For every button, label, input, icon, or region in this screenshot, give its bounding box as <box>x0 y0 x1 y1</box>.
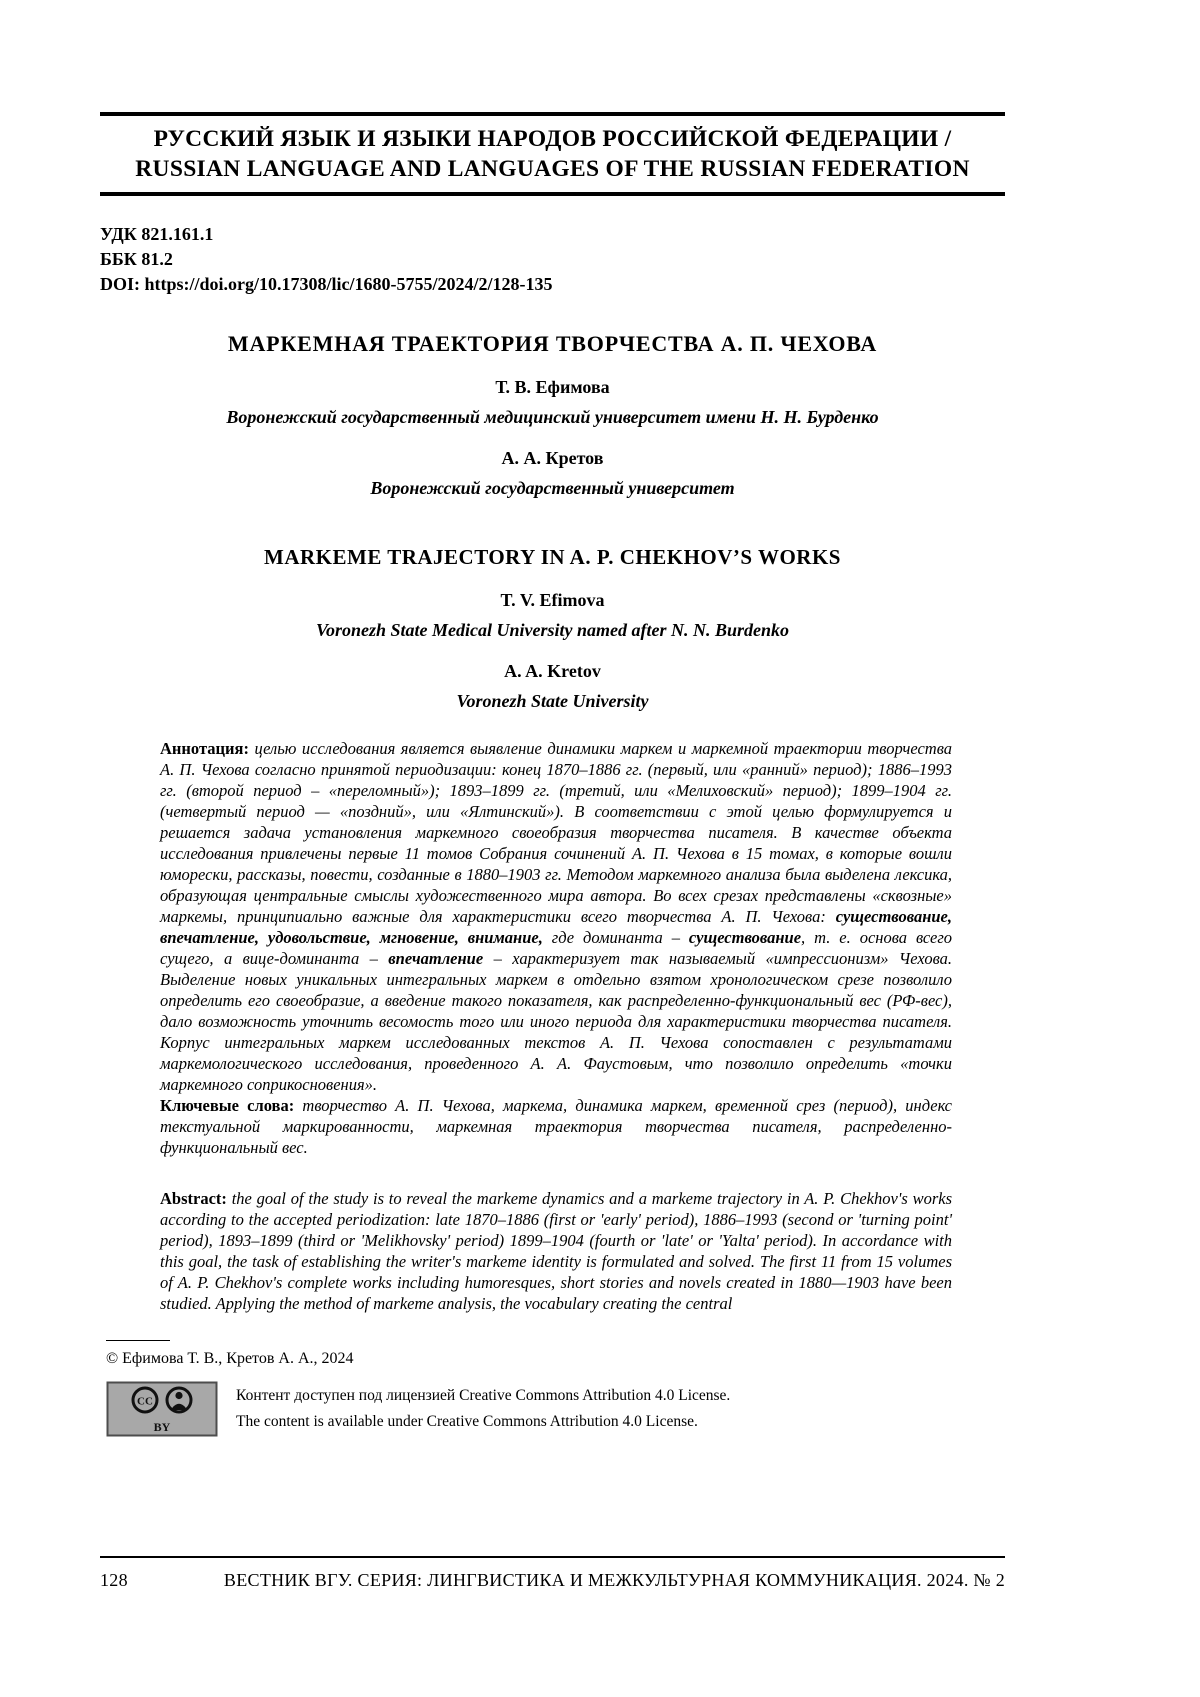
license-line-en: The content is available under Creative Commons Attribution 4.0 License. <box>236 1413 698 1430</box>
article-title-ru: МАРКЕМНАЯ ТРАЕКТОРИЯ ТВОРЧЕСТВА А. П. ЧЕХОВА <box>227 331 878 356</box>
keywords-ru-label: Ключевые слова: <box>160 1096 295 1115</box>
abstract-ru <box>160 738 952 1095</box>
license-block <box>106 1381 1005 1437</box>
journal-title-footer: ВЕСТНИК ВГУ. СЕРИЯ: ЛИНГВИСТИКА И МЕЖКУЛЬТУРНАЯ КОММУНИКАЦИЯ. 2024. № 2 <box>223 1570 1005 1590</box>
author-ru-1: Т. В. Ефимова <box>495 377 610 397</box>
footer-row <box>100 1570 1005 1591</box>
keywords-ru-text: творчество А. П. Чехова, маркема, динамика маркем, временной срез (период), индекс текстуальной маркированности, маркемная траектория творчества писателя, распределенно-функциональный вес. <box>160 1096 952 1157</box>
header-rule-bottom <box>100 192 1005 196</box>
abstract-en <box>160 1188 952 1314</box>
abstract-ru-vice-dominant: впечатление <box>388 949 484 968</box>
abstract-ru-dominant: существование <box>688 928 802 947</box>
abstract-ru-text-4: – характеризует так называемый «импрессионизм» Чехова. Выделение новых уникальных интегральных маркем в отдельно взятом хронологическом срезе позволило определить его своеобразие, а введение такого показателя, как распределенно-функциональный вес (РФ-вес), дало возможность уточнить весомость того или иного периода для характеристики творчества писателя. Корпус интегральных маркем исследованных текстов А. П. Чехова сопоставлен с результатами маркемологического исследования, проведенного А. А. Фаустовым, что позволило определить «точки маркемного соприкосновения». <box>160 949 952 1094</box>
section-title-english: RUSSIAN LANGUAGE AND LANGUAGES OF THE RUSSIAN FEDERATION <box>135 156 970 182</box>
abstract-ru-label: Аннотация: <box>160 739 249 758</box>
running-footer <box>100 1556 1005 1591</box>
cc-by-license-icon <box>106 1381 218 1437</box>
journal-section-header <box>100 116 1005 192</box>
bbk-code: ББК 81.2 <box>100 249 173 269</box>
article-meta <box>100 222 1005 297</box>
page-number: 128 <box>100 1570 128 1590</box>
abstract-en-label: Abstract: <box>160 1189 227 1208</box>
abstract-ru-text-2: где доминанта – <box>542 928 689 947</box>
cc-badge-by-label: BY <box>153 1420 171 1434</box>
abstract-en-text: the goal of the study is to reveal the markeme dynamics and a markeme trajectory in A. P. Chekhov's works according to the accepted periodization: late 1870–1886 (first or 'early' period), 1886–1993 (second or 'turning point' period), 1893–1899 (third or 'Melikhovsky' period) 1899–1904 (fourth or 'late' or 'Yalta' period). In accordance with this goal, the task of establishing the writer's markeme identity is formulated and solved. The first 11 from 15 volumes of A. P. Chekhov's complete works including humoresques, short stories and novels created in 1880—1903 have been studied. Applying the method of markeme analysis, the vocabulary creating the central <box>160 1189 952 1313</box>
abstract-ru-text-3: , т. е. основа всего сущего, а вице-доминанта – <box>160 928 953 968</box>
keywords-ru <box>160 1095 952 1158</box>
abstract-ru-markeme-list: существование, впечатление, удовольствие, мгновение, внимание, <box>160 907 952 947</box>
affiliation-en-2: Voronezh State University <box>456 691 649 711</box>
license-text <box>236 1383 730 1435</box>
affiliation-ru-1: Воронежский государственный медицинский университет имени Н. Н. Бурденко <box>226 407 879 427</box>
abstract-ru-text-1: целью исследования является выявление динамики маркем и маркемной траектории творчества А. П. Чехова согласно принятой периодизации: конец 1870–1886 гг. (первый, или «ранний» период); 1886–1993 гг. (второй период – «переломный»); 1893–1899 гг. (третий, или «Мелиховский» период); 1899–1904 гг. (четвертый период — «поздний», или «Ялтинский»). В соответствии с этой целью формулируется и решается задача установления маркемного своеобразия творчества писателя. В качестве объекта исследования привлечены первые 11 томов Собрания сочинений А. П. Чехова в 15 томах, в которые вошли юморески, рассказы, повести, созданные в 1880–1903 гг. Методом маркемного анализа была выделена лексика, образующая центральные смыслы художественного мира автора. Во всех срезах представлены «сквозные» маркемы, принципиально важные для характеристики всего творчества А. П. Чехова: <box>160 739 952 926</box>
copyright-line: © Ефимова Т. В., Кретов А. А., 2024 <box>106 1350 354 1367</box>
article-title-en: MARKEME TRAJECTORY IN A. P. CHEKHOV’S WORKS <box>264 545 841 569</box>
footnote-separator-rule <box>106 1340 170 1341</box>
license-line-ru: Контент доступен под лицензией Creative Commons Attribution 4.0 License. <box>236 1387 731 1404</box>
author-en-1: T. V. Efimova <box>500 590 605 610</box>
section-title-russian: РУССКИЙ ЯЗЫК И ЯЗЫКИ НАРОДОВ РОССИЙСКОЙ ФЕДЕРАЦИИ / <box>153 126 952 152</box>
cc-badge-cc-label: CC <box>137 1395 153 1408</box>
author-ru-2: А. А. Кретов <box>501 448 604 468</box>
affiliation-ru-2: Воронежский государственный университет <box>370 478 735 498</box>
author-en-2: A. A. Kretov <box>504 661 601 681</box>
udk-code: УДК 821.161.1 <box>100 224 214 244</box>
footer-rule <box>100 1556 1005 1558</box>
doi-line: DOI: https://doi.org/10.17308/lic/1680-5755/2024/2/128-135 <box>100 274 553 294</box>
affiliation-en-1: Voronezh State Medical University named after N. N. Burdenko <box>315 620 790 640</box>
